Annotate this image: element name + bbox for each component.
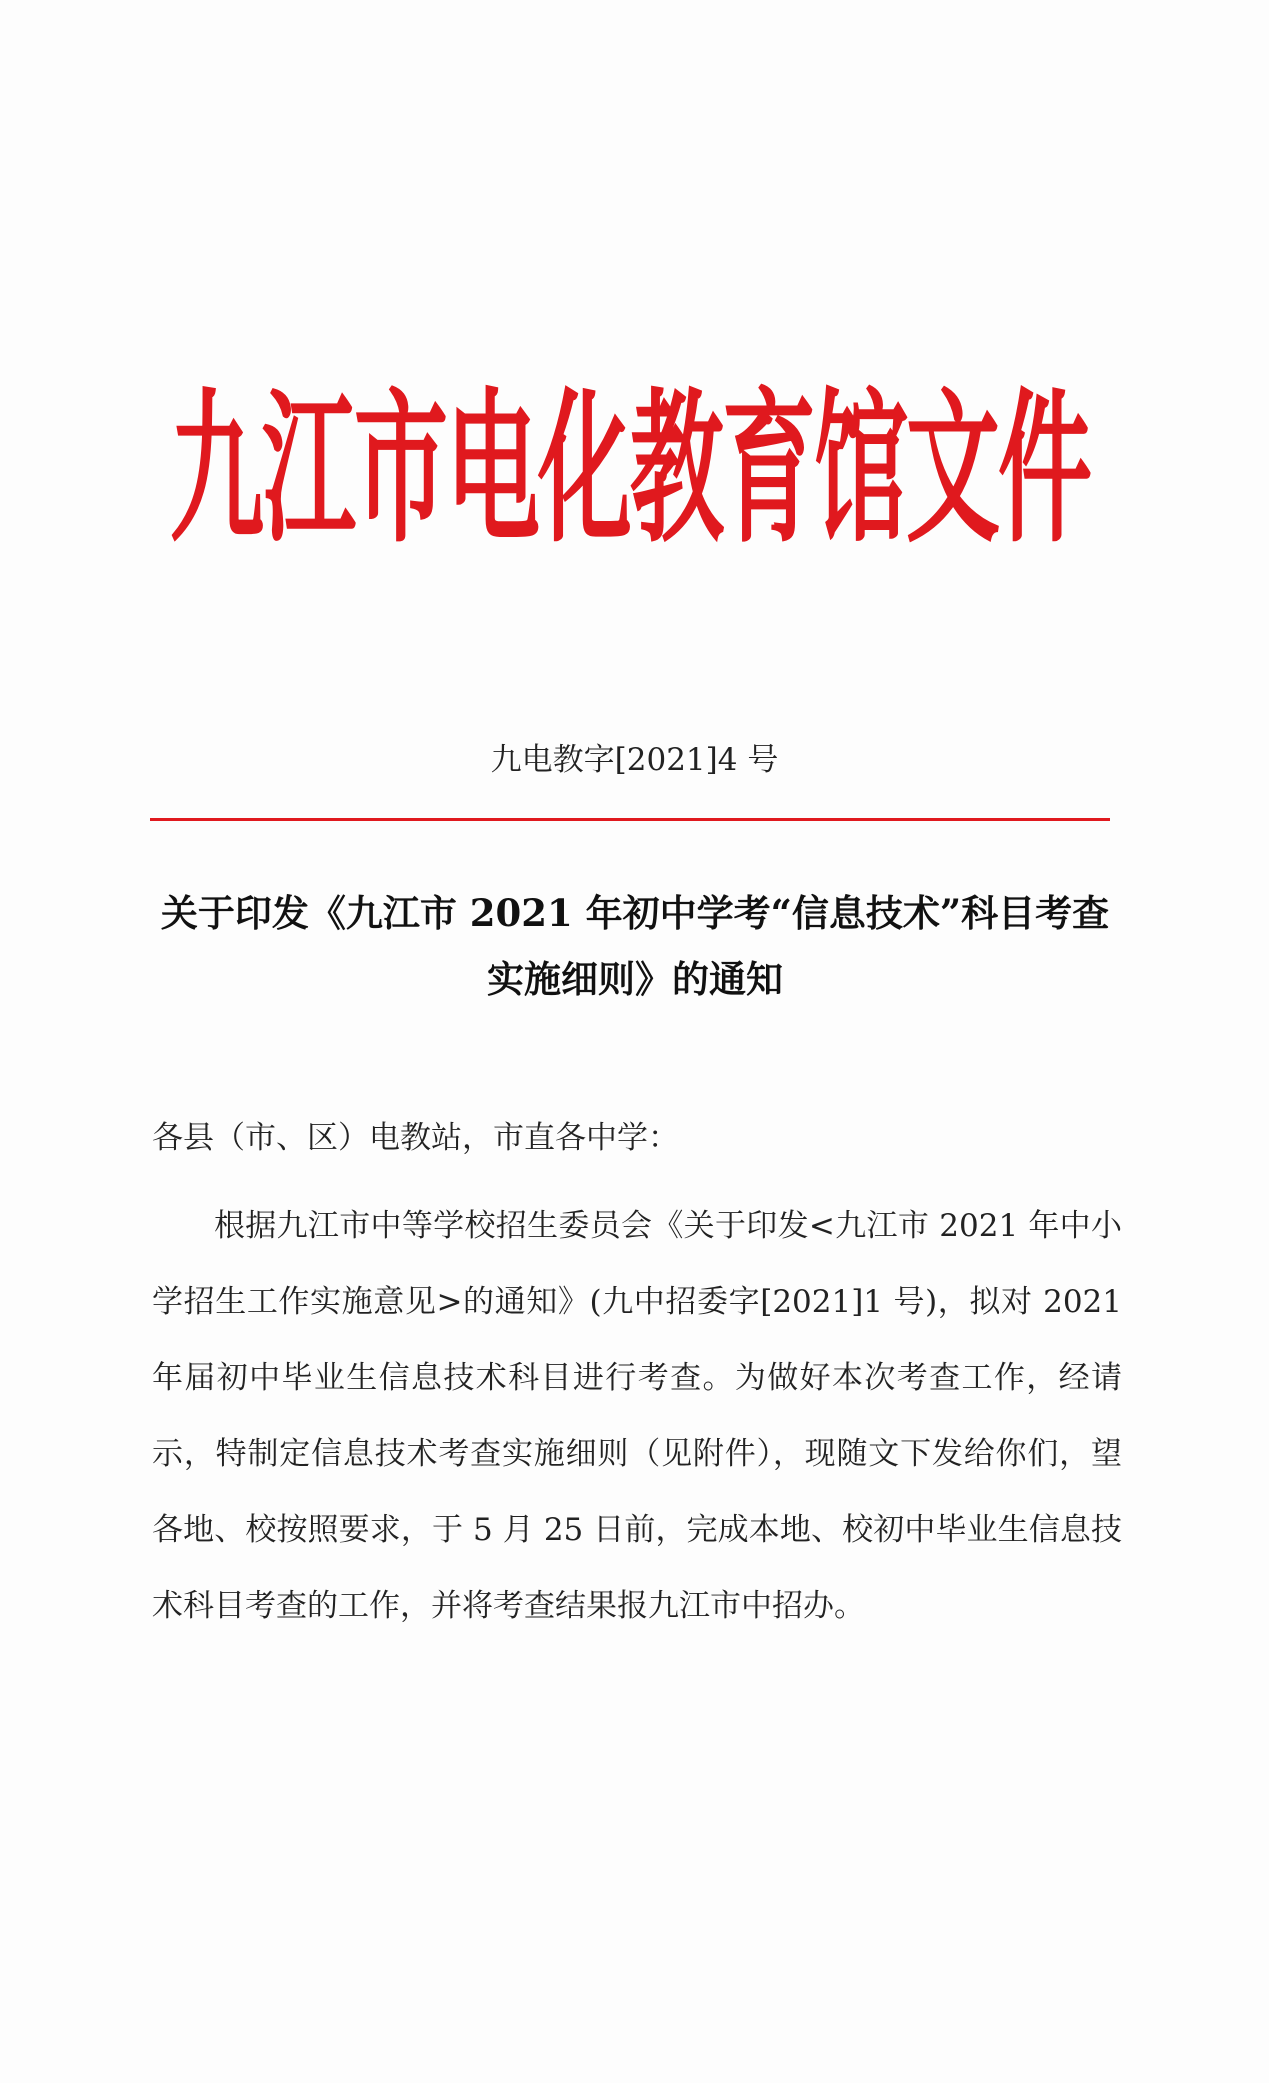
salutation: 各县（市、区）电教站，市直各中学： [152,1120,679,1156]
body-line: 示，特制定信息技术考查实施细则（见附件），现随文下发给你们，望 [152,1436,1122,1472]
document-title-line-2: 实施细则》的通知 [487,957,783,1001]
document-number: 九电教字[2021]4 号 [490,742,779,778]
masthead-title [150,370,1110,570]
red-divider-line [150,818,1110,821]
body-line: 术科目考查的工作，并将考查结果报九江市中招办。 [152,1588,865,1624]
body-line: 根据九江市中等学校招生委员会《关于印发<九江市 2021 年中小 [214,1208,1122,1244]
masthead-title-text: 九江市电化教育馆文件 [169,373,1090,567]
body-line: 年届初中毕业生信息技术科目进行考查。为做好本次考查工作，经请 [152,1360,1122,1396]
document-title-line-1: 关于印发《九江市 2021 年初中学考“信息技术”科目考查 [160,891,1110,935]
document-title [140,880,1130,1012]
body-line: 学招生工作实施意见>的通知》(九中招委字[2021]1 号)，拟对 2021 [152,1284,1122,1320]
body-line: 各地、校按照要求，于 5 月 25 日前，完成本地、校初中毕业生信息技 [152,1512,1122,1548]
body-paragraph [152,1188,1122,1644]
